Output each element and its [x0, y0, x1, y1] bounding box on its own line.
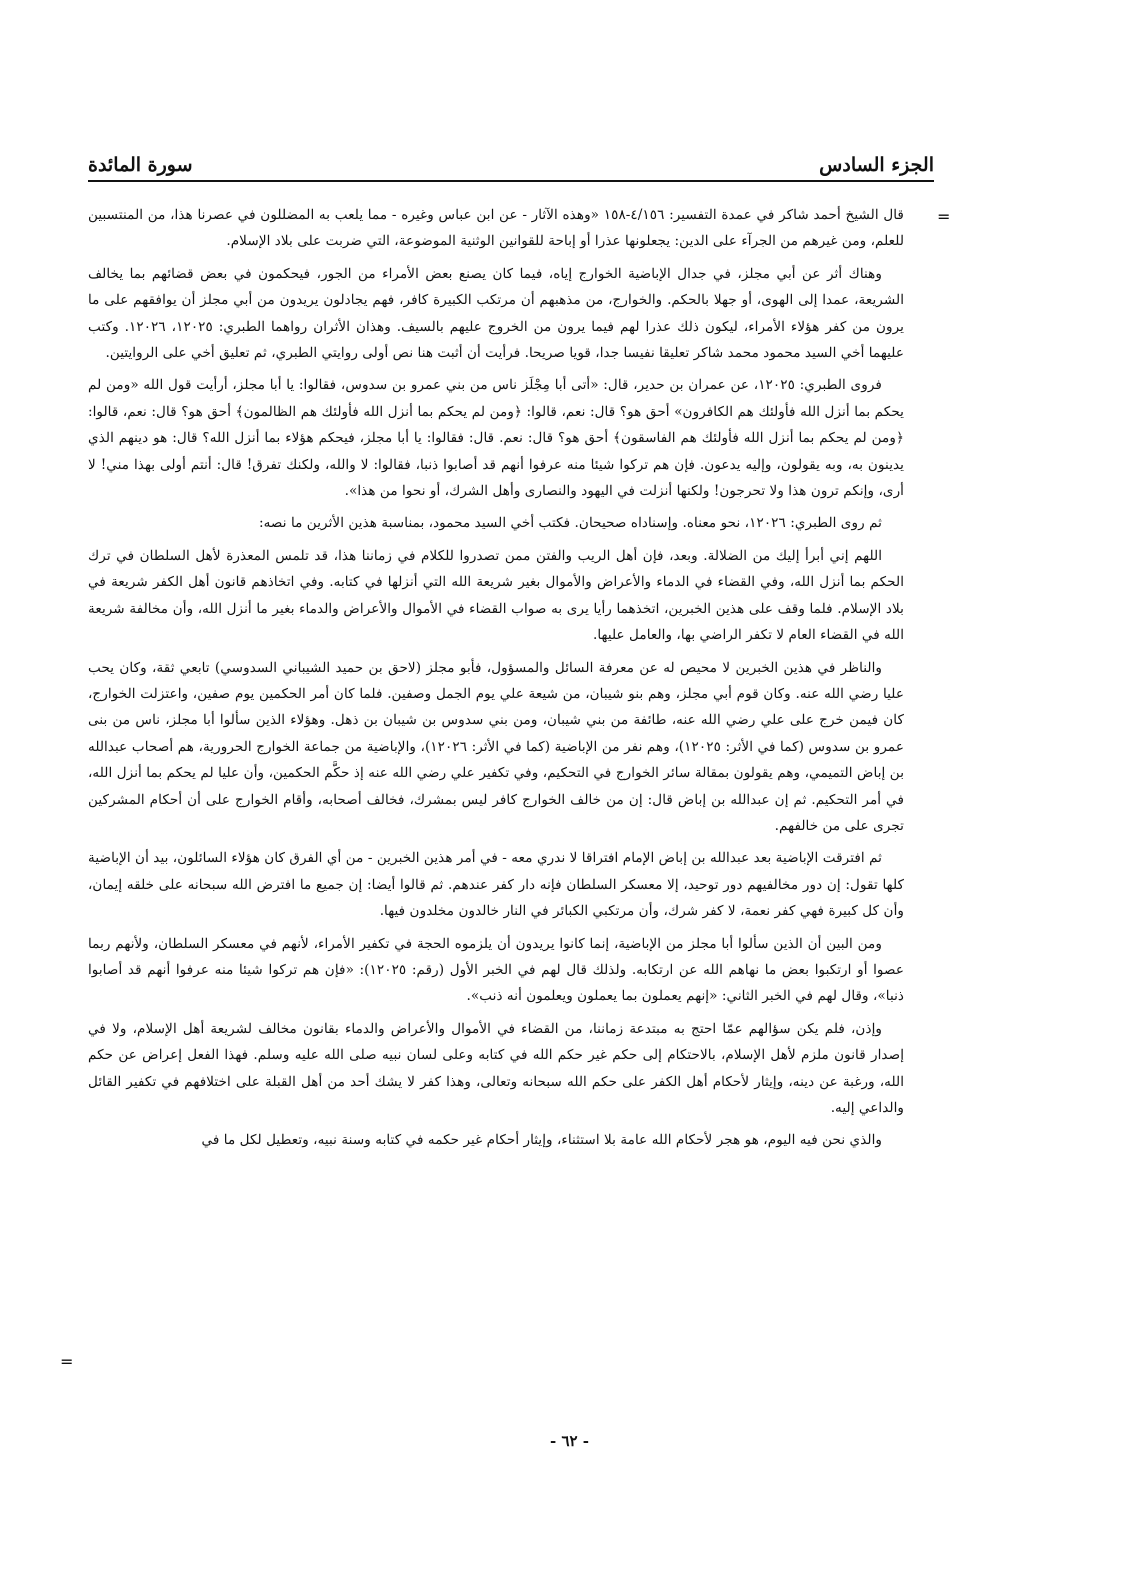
surah-title: سورة المائدة [88, 154, 193, 176]
part-title: الجزء السادس [819, 154, 934, 176]
page-number: - ٦٢ - [549, 1432, 590, 1450]
paragraph: وإذن، فلم يكن سؤالهم عمّا احتج به مبتدعة زماننا، من القضاء في الأموال والأعراض والدماء بقانون مخالف لشريعة أهل الإسلام، ولا في إصدار قانون ملزم لأهل الإسلام، بالاحتكام إلى حكم غير حكم الله في كتابه وعلى لسان نبيه صلى الله عليه وسلم. فهذا الفعل إعراض عن حكم الله، ورغبة عن دينه، وإيثار لأحكام أهل الكفر على حكم الله سبحانه وتعالى، وهذا كفر لا يشك أحد من أهل القبلة على اختلافهم في تكفير القائل والداعي إليه. [88, 1020, 904, 1116]
paragraph: اللهم إني أبرأ إليك من الضلالة. وبعد، فإن أهل الريب والفتن ممن تصدروا للكلام في زماننا هذا، قد تلمس المعذرة لأهل السلطان في ترك الحكم بما أنزل الله، وفي القضاء في الدماء والأعراض والأموال بغير شريعة الله التي أنزلها في كتابه. وفي اتخاذهم قانون أهل الكفر شريعة في بلاد الإسلام. فلما وقف على هذين الخبرين، اتخذهما رأيا يرى به صواب القضاء في الأموال والأعراض والدماء بغير ما أنزل الله، وأن مخالفة شريعة الله في القضاء العام لا تكفر الراضي بها، والعامل عليها. [88, 547, 904, 644]
paragraph: ثم افترقت الإباضية بعد عبدالله بن إباض الإمام افتراقا لا ندري معه - في أمر هذين الخبرين - من أي الفرق كان هؤلاء السائلون، بيد أن الإباضية كلها تقول: إن دور مخالفيهم دور توحيد، إلا معسكر السلطان فإنه دار كفر عندهم. ثم قالوا أيضا: إن جميع ما افترض الله سبحانه على خلقه إيمان، وأن كل كبيرة فهي كفر نعمة، لا كفر شرك، وأن مرتكبي الكبائر في النار خالدون مخلدون فيها. [88, 850, 904, 920]
paragraph: والناظر في هذين الخبرين لا محيص له عن معرفة السائل والمسؤول، فأبو مجلز (لاحق بن حميد الشيباني السدوسي) تابعي ثقة، وكان يحب عليا رضي الله عنه. وكان قوم أبي مجلز، وهم بنو شيبان، من شيعة علي يوم الجمل وصفين. فلما كان أمر الحكمين يوم صفين، واعتزلت الخوارج، كان فيمن خرج على علي رضي الله عنه، طائفة من بني شيبان، ومن بني سدوس بن شيبان بن ذهل. وهؤلاء الذين سألوا أبا مجلز، ناس من بنى عمرو بن سدوس (كما في الأثر: ١٢٠٢٥)، وهم نفر من الإباضية (كما في الأثر: ١٢٠٢٦)، والإباضية من جماعة الخوارج الحرورية، هم أصحاب عبدالله بن إباض التميمي، وهم يقولون بمقالة سائر الخوارج في التحكيم، وفي تكفير علي رضي الله عنه إذ حكَّم الحكمين، وأن عليا لم يحكم بما أنزل الله، في أمر التحكيم. ثم إن عبدالله بن إباض قال: إن من خالف الخوارج كافر ليس بمشرك، فخالف أصحابه، وأقام الخوارج على أن أحكام المشركين تجرى على من خالفهم. [88, 659, 904, 834]
paragraph: ثم روى الطبري: ١٢٠٢٦، نحو معناه. وإسناداه صحيحان. فكتب أخي السيد محمود، بمناسبة هذين الأثرين ما نصه: [258, 515, 882, 532]
continuation-marker-bottom: = [60, 1352, 74, 1371]
paragraph: قال الشيخ أحمد شاكر في عمدة التفسير: ٤/١٥٦-١٥٨ «وهذه الآثار - عن ابن عباس وغيره - مما يلعب به المضللون في عصرنا هذا، من المنتسبين للعلم، ومن غيرهم من الجرآء على الدين: يجعلونها عذرا أو إباحة للقوانين الوثنية الموضوعة، التي ضربت على بلاد الإسلام. [88, 207, 904, 250]
paragraph: والذي نحن فيه اليوم، هو هجر لأحكام الله عامة بلا استثناء، وإيثار أحكام غير حكمه في كتابه وسنة نبيه، وتعطيل لكل ما في [201, 1132, 882, 1149]
paragraph: وهناك أثر عن أبي مجلز، في جدال الإباضية الخوارج إياه، فيما كان يصنع بعض الأمراء من الجور، فيحكمون في بعض قضائهم بما يخالف الشريعة، عمدا إلى الهوى، أو جهلا بالحكم. والخوارج، من مذهبهم أن مرتكب الكبيرة كافر، فهم يجادلون يريدون من أبي مجلز أن يوافقهم على ما يرون من كفر هؤلاء الأمراء، ليكون ذلك عذرا لهم فيما يرون من الخروج عليهم بالسيف. وهذان الأثران رواهما الطبري: ١٢٠٢٥، ١٢٠٢٦. وكتب عليهما أخي السيد محمود محمد شاكر تعليقا نفيسا جدا، قويا صريحا. فرأيت أن أثبت هنا نص أولى روايتي الطبري، ثم تعليق أخي على الروايتين. [88, 265, 904, 362]
page-header [88, 140, 934, 176]
paragraph: ومن البين أن الذين سألوا أبا مجلز من الإباضية، إنما كانوا يريدون أن يلزموه الحجة في تكفير الأمراء، لأنهم في معسكر السلطان، ولأنهم ربما عصوا أو ارتكبوا بعض ما نهاهم الله عن ارتكابه. ولذلك قال لهم في الخبر الأول (رقم: ١٢٠٢٥): «فإن هم تركوا شيئا منه عرفوا أنهم قد أصابوا ذنبا»، وقال لهم في الخبر الثاني: «إنهم يعملون بما يعملون ويعلمون أنه ذنب». [88, 935, 905, 1005]
page-body [88, 202, 904, 1160]
header-rule [88, 180, 934, 182]
paragraph: فروى الطبري: ١٢٠٢٥، عن عمران بن حدير، قال: «أتى أبا مِجْلَز ناس من بني عمرو بن سدوس، فقالوا: يا أبا مجلز، أرأيت قول الله «ومن لم يحكم بما أنزل الله فأولئك هم الكافرون» أحق هو؟ قال: نعم، قالوا: ﴿ومن لم يحكم بما أنزل الله فأولئك هم الظالمون﴾ أحق هو؟ قال: نعم، قالوا: ﴿ومن لم يحكم بما أنزل الله فأولئك هم الفاسقون﴾ أحق هو؟ قال: نعم. قال: فقالوا: يا أبا مجلز، فيحكم هؤلاء بما أنزل الله؟ قال: هو دينهم الذي يدينون به، وبه يقولون، وإليه يدعون. فإن هم تركوا شيئا منه عرفوا أنهم قد أصابوا ذنبا، فقالوا: لا والله، ولكنك تفرق! قال: أنتم أولى بهذا مني! لا أرى، وإنكم ترون هذا ولا تحرجون! ولكنها أنزلت في اليهود والنصارى وأهل الشرك، أو نحوا من هذا». [88, 377, 904, 500]
continuation-marker-top: = [937, 207, 951, 226]
